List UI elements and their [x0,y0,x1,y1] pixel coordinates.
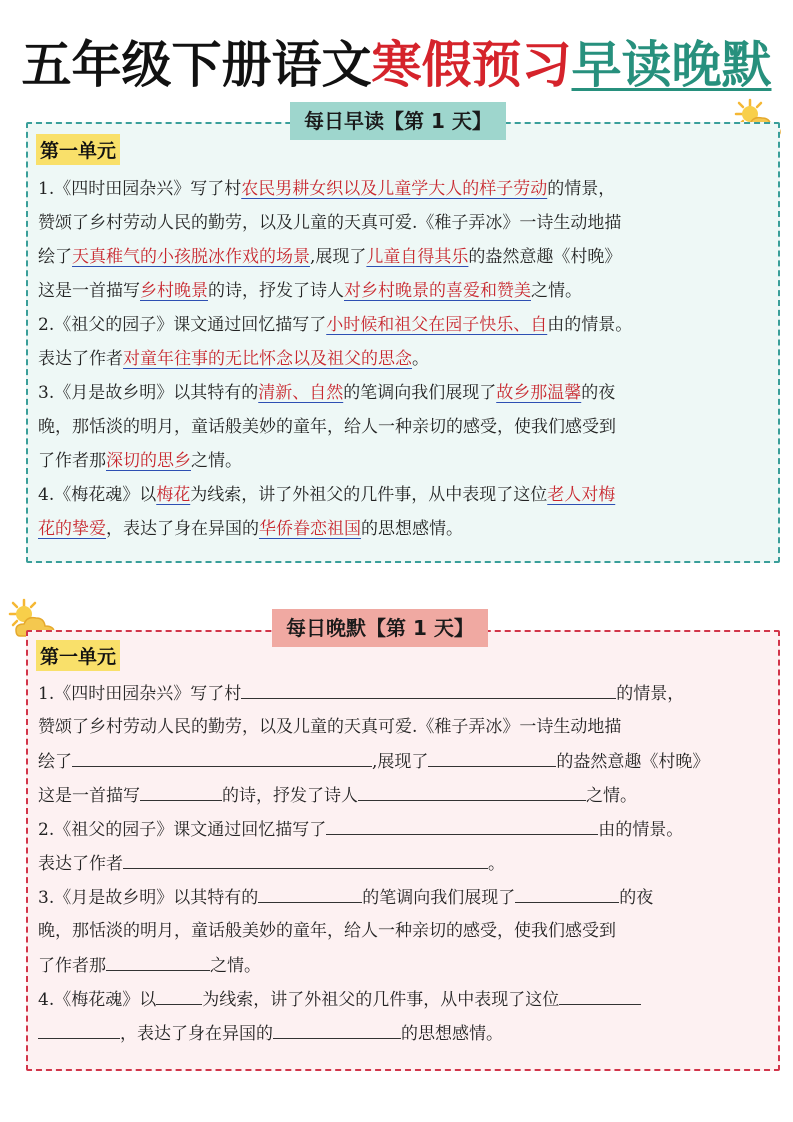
morning-badge: 每日早读【第 1 天】 [290,102,506,140]
page-title [0,30,793,100]
fill-in-blank[interactable] [515,880,619,903]
highlighted-answer: 对乡村晚景的喜爱和赞美 [344,281,531,301]
text-segment: 的盎然意趣《村晚》 [468,247,622,267]
fill-in-blank[interactable] [156,982,202,1005]
fill-in-blank[interactable] [428,744,556,767]
title-part-reading: 早读晚默 [571,36,772,94]
text-segment: 之情。 [191,451,242,471]
evening-line [38,846,778,880]
highlighted-answer: 清新、自然 [258,383,344,403]
text-segment: ，表达了身在异国的 [120,1024,273,1044]
text-segment: 表达了作者 [38,349,123,369]
highlighted-answer: 对童年往事的无比怀念以及祖父的思念 [123,349,412,369]
fill-in-blank[interactable] [123,846,488,869]
evening-line [38,744,778,778]
evening-line [38,982,778,1016]
fill-in-blank[interactable] [72,744,372,767]
text-segment: ,展现了 [310,247,367,267]
morning-line [38,274,778,308]
evening-line [38,710,778,744]
morning-line [38,478,778,512]
text-segment: 了作者那 [38,451,106,471]
morning-line [38,410,778,444]
text-segment: 的诗，抒发了诗人 [222,786,358,806]
text-segment: 的夜 [619,888,654,908]
text-segment: 2.《祖父的园子》课文通过回忆描写了 [38,315,327,335]
fill-in-blank[interactable] [559,982,641,1005]
text-segment: 的情景， [616,684,685,704]
text-segment: ,展现了 [372,752,429,772]
highlighted-answer: 梅花 [156,485,191,505]
text-segment: 3.《月是故乡明》以其特有的 [38,383,259,403]
text-segment: 4.《梅花魂》以 [38,990,157,1010]
highlighted-answer: 花的挚爱 [38,519,106,539]
text-segment: 之情。 [586,786,637,806]
text-segment: 由的情景。 [547,315,633,335]
text-segment: 之情。 [531,281,582,301]
text-segment: 由的情景。 [598,820,684,840]
evening-badge: 每日晚默【第 1 天】 [272,609,488,647]
text-segment: 这是一首描写 [38,786,140,806]
evening-line [38,812,778,846]
text-segment: 。 [488,854,505,874]
text-segment: 4.《梅花魂》以 [38,485,157,505]
evening-line [38,676,778,710]
text-segment: 为线索，讲了外祖父的几件事，从中表现了这位 [190,485,548,505]
text-segment: 晚，那恬淡的明月，童话般美妙的童年，给人一种亲切的感受，使我们感受到 [38,417,616,437]
text-segment: 的夜 [581,383,616,403]
morning-line [38,342,778,376]
text-segment: 的思想感情。 [361,519,463,539]
text-segment: 3.《月是故乡明》以其特有的 [38,888,259,908]
highlighted-answer: 农民男耕女织以及儿童学大人的样子劳动 [241,179,548,199]
text-segment: 的盎然意趣《村晚》 [556,752,710,772]
morning-line [38,376,778,410]
highlighted-answer: 老人对梅 [547,485,616,505]
evening-line [38,880,778,914]
text-segment: 绘了 [38,752,72,772]
morning-text [38,172,778,546]
text-segment: 表达了作者 [38,854,123,874]
fill-in-blank[interactable] [326,812,598,835]
highlighted-answer: 乡村晚景 [140,281,208,301]
text-segment: 1.《四时田园杂兴》写了村 [38,684,242,704]
morning-line [38,172,778,206]
text-segment: 的笔调向我们展现了 [343,383,497,403]
text-segment: 的诗，抒发了诗人 [208,281,344,301]
fill-in-blank[interactable] [258,880,362,903]
text-segment: 的思想感情。 [401,1024,503,1044]
text-segment: ，表达了身在异国的 [106,519,259,539]
fill-in-blank[interactable] [273,1016,401,1039]
evening-line [38,914,778,948]
evening-line [38,948,778,982]
text-segment: 绘了 [38,247,72,267]
text-segment: 。 [412,349,429,369]
highlighted-answer: 华侨眷恋祖国 [259,519,361,539]
fill-in-blank[interactable] [241,676,616,699]
text-segment: 之情。 [210,956,261,976]
text-segment: 的情景， [547,179,616,199]
fill-in-blank[interactable] [106,948,210,971]
evening-text [38,676,778,1050]
morning-line [38,308,778,342]
text-segment: 这是一首描写 [38,281,140,301]
highlighted-answer: 天真稚气的小孩脱冰作戏的场景 [72,247,310,267]
title-part-grade: 五年级下册语文 [21,36,372,94]
fill-in-blank[interactable] [38,1016,120,1039]
text-segment: 赞颂了乡村劳动人民的勤劳，以及儿童的天真可爱.《稚子弄冰》一诗生动地描 [38,717,622,737]
highlighted-answer: 深切的思乡 [106,451,191,471]
highlighted-answer: 儿童自得其乐 [366,247,469,267]
evening-line [38,778,778,812]
morning-line [38,240,778,274]
text-segment: 赞颂了乡村劳动人民的勤劳，以及儿童的天真可爱.《稚子弄冰》一诗生动地描 [38,213,622,233]
text-segment: 为线索，讲了外祖父的几件事，从中表现了这位 [202,990,560,1010]
fill-in-blank[interactable] [140,778,222,801]
morning-line [38,444,778,478]
morning-line [38,206,778,240]
title-part-winter: 寒假预习 [371,36,572,94]
text-segment: 1.《四时田园杂兴》写了村 [38,179,242,199]
morning-line [38,512,778,546]
text-segment: 的笔调向我们展现了 [362,888,516,908]
evening-line [38,1016,778,1050]
text-segment: 2.《祖父的园子》课文通过回忆描写了 [38,820,327,840]
text-segment: 了作者那 [38,956,106,976]
evening-unit-label: 第一单元 [36,640,120,671]
highlighted-answer: 小时候和祖父在园子快乐、自 [326,315,548,335]
fill-in-blank[interactable] [358,778,586,801]
text-segment: 晚，那恬淡的明月，童话般美妙的童年，给人一种亲切的感受，使我们感受到 [38,921,616,941]
morning-unit-label: 第一单元 [36,134,120,165]
highlighted-answer: 故乡那温馨 [496,383,582,403]
